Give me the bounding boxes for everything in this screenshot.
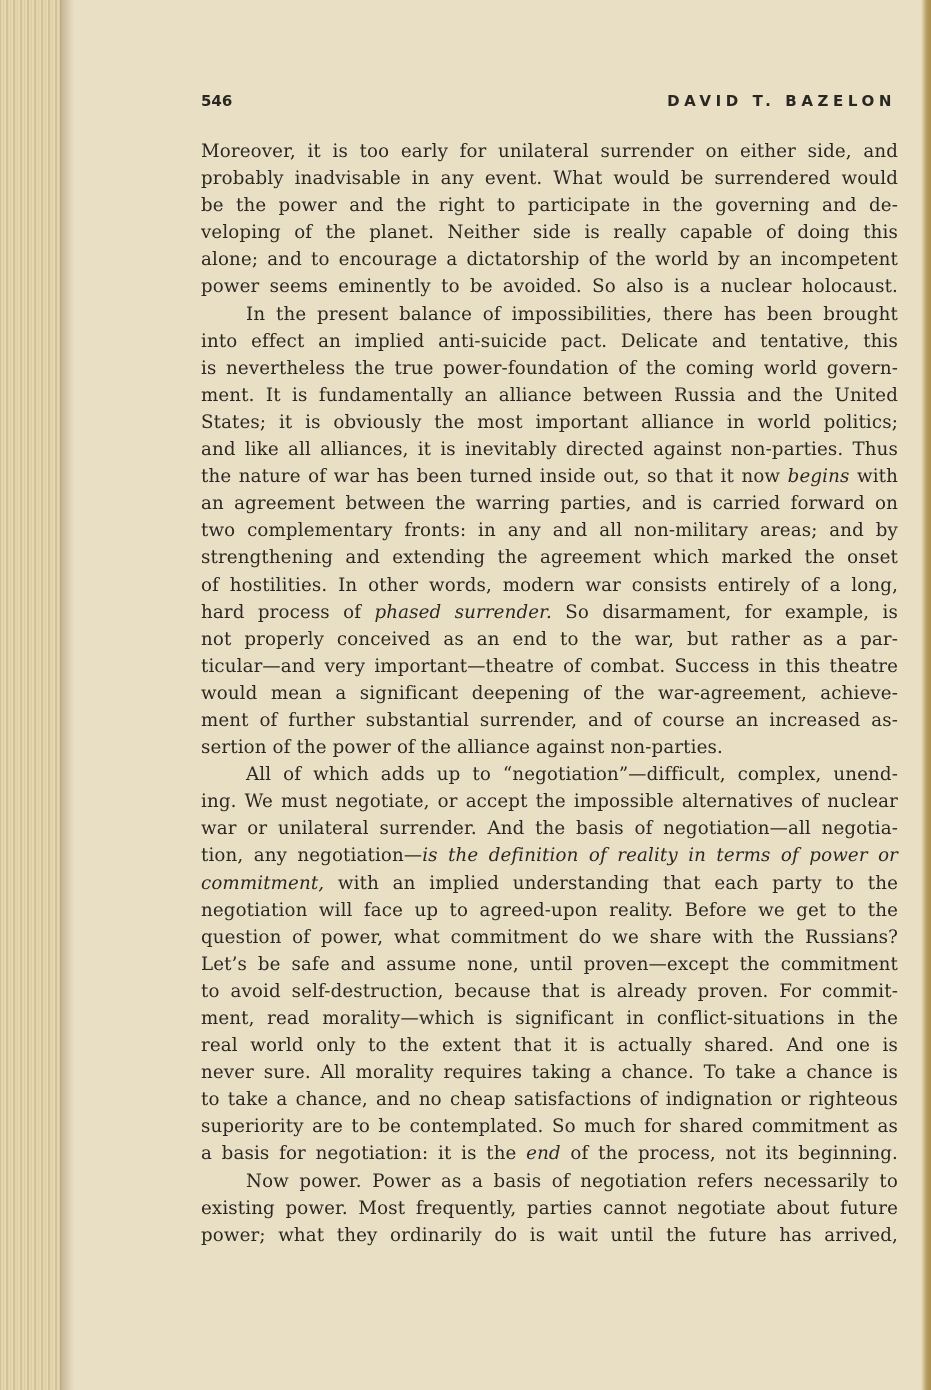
text-run: ticular—and very important—theatre of combat. Success in this theatre bbox=[201, 655, 898, 677]
text-line bbox=[201, 815, 898, 842]
text-run: not properly conceived as an end to the war, but rather as a par- bbox=[201, 628, 898, 650]
text-line bbox=[201, 951, 898, 978]
text-run: So disarmament, for example, is bbox=[551, 601, 898, 623]
text-line bbox=[201, 734, 898, 761]
text-line bbox=[201, 626, 898, 653]
text-run: to avoid self-destruction, because that is already proven. For commit- bbox=[201, 980, 898, 1002]
text-run: never sure. All morality requires taking a chance. To take a chance is bbox=[201, 1062, 898, 1084]
text-line bbox=[201, 328, 898, 355]
text-run: sertion of the power of the alliance against non-parties. bbox=[201, 737, 723, 759]
text-run: two complementary fronts: in any and all non-military areas; and by bbox=[201, 520, 898, 542]
text-line bbox=[201, 1222, 898, 1249]
text-line bbox=[201, 1032, 898, 1059]
text-line bbox=[201, 246, 898, 273]
italic-text: begins bbox=[787, 466, 850, 488]
text-run: superiority are to be contemplated. So much for shared commitment as bbox=[201, 1116, 898, 1138]
text-line bbox=[201, 1168, 898, 1195]
text-run: the nature of war has been turned inside out, so that it now bbox=[201, 466, 788, 488]
text-run: with bbox=[849, 466, 898, 488]
text-run: of the process, not its beginning. bbox=[560, 1143, 898, 1165]
text-run: an agreement between the warring parties, and is carried forward on bbox=[201, 493, 898, 515]
text-run: into effect an implied anti-suicide pact. Delicate and tentative, this bbox=[201, 330, 898, 352]
italic-text: commitment, bbox=[201, 872, 325, 894]
text-run: and like all alliances, it is inevitably directed against non-parties. Thus bbox=[201, 439, 898, 461]
text-run: strengthening and extending the agreement which marked the onset bbox=[201, 547, 898, 569]
text-run: ment. It is fundamentally an alliance between Russia and the United bbox=[201, 384, 898, 406]
text-run: question of power, what commitment do we share with the Russians? bbox=[201, 926, 898, 948]
text-line bbox=[201, 355, 898, 382]
text-run: power; what they ordinarily do is wait until the future has arrived, bbox=[201, 1224, 898, 1246]
text-line bbox=[201, 842, 898, 869]
text-run: is nevertheless the true power-foundation of the coming world govern- bbox=[201, 357, 898, 379]
text-line bbox=[201, 138, 898, 165]
text-line bbox=[201, 1005, 898, 1032]
text-line bbox=[201, 599, 898, 626]
text-run: probably inadvisable in any event. What would be surrendered would bbox=[201, 168, 898, 190]
text-run: real world only to the extent that it is actually shared. And one is bbox=[201, 1035, 898, 1057]
text-run: ment of further substantial surrender, and of course an increased as- bbox=[201, 709, 898, 731]
text-line bbox=[201, 544, 898, 571]
text-run: All of which adds up to “negotiation”—difficult, complex, unend- bbox=[246, 764, 898, 786]
text-run: hard process of bbox=[201, 601, 375, 623]
text-line bbox=[201, 680, 898, 707]
text-line bbox=[201, 165, 898, 192]
italic-text: end bbox=[526, 1143, 561, 1165]
text-run: negotiation will face up to agreed-upon reality. Before we get to the bbox=[201, 899, 898, 921]
text-line bbox=[201, 1140, 898, 1167]
text-line bbox=[201, 219, 898, 246]
text-run: with an implied understanding that each party to the bbox=[324, 872, 898, 894]
text-line bbox=[201, 301, 898, 328]
body-text bbox=[201, 138, 898, 1249]
text-line bbox=[201, 436, 898, 463]
text-run: In the present balance of impossibilities, there has been brought bbox=[246, 303, 898, 325]
text-run: power seems eminently to be avoided. So also is a nuclear holocaust. bbox=[201, 276, 898, 298]
text-line bbox=[201, 1195, 898, 1222]
running-head-author: DAVID T. BAZELON bbox=[667, 92, 896, 110]
text-line bbox=[201, 653, 898, 680]
text-line bbox=[201, 1059, 898, 1086]
text-line bbox=[201, 707, 898, 734]
text-run: war or unilateral surrender. And the basis of negotiation—all negotia- bbox=[201, 818, 898, 840]
text-line bbox=[201, 490, 898, 517]
text-line bbox=[201, 897, 898, 924]
text-run: ment, read morality—which is significant in conflict-situations in the bbox=[201, 1008, 898, 1029]
book-page-edges bbox=[0, 0, 62, 1390]
italic-text: is the definition of reality in terms of power or bbox=[422, 845, 899, 867]
text-run: ing. We must negotiate, or accept the impossible alternatives of nuclear bbox=[201, 791, 898, 813]
text-run: of hostilities. In other words, modern war consists entirely of a long, bbox=[201, 574, 898, 596]
text-run: to take a chance, and no cheap satisfactions of indignation or righteous bbox=[201, 1089, 898, 1111]
page-header bbox=[201, 92, 896, 116]
text-line bbox=[201, 924, 898, 951]
text-line bbox=[201, 1086, 898, 1113]
text-line bbox=[201, 409, 898, 436]
text-run: veloping of the planet. Neither side is really capable of doing this bbox=[201, 222, 898, 244]
text-run: States; it is obviously the most important alliance in world politics; bbox=[201, 411, 898, 433]
gutter-shadow bbox=[60, 0, 74, 1390]
text-run: tion, any negotiation— bbox=[201, 845, 423, 867]
text-line bbox=[201, 572, 898, 599]
text-line bbox=[201, 761, 898, 788]
text-line bbox=[201, 463, 898, 490]
text-run: Let’s be safe and assume none, until proven—except the commitment bbox=[201, 953, 898, 975]
text-run: be the power and the right to participate in the governing and de- bbox=[201, 195, 898, 217]
text-line bbox=[201, 382, 898, 409]
text-line bbox=[201, 192, 898, 219]
text-line bbox=[201, 273, 898, 300]
text-run: alone; and to encourage a dictatorship of the world by an incompetent bbox=[201, 249, 898, 271]
text-run: Moreover, it is too early for unilateral surrender on either side, and bbox=[201, 141, 898, 162]
italic-text: phased surrender. bbox=[374, 601, 552, 623]
text-line bbox=[201, 788, 898, 815]
text-run: would mean a significant deepening of the war-agreement, achieve- bbox=[201, 682, 898, 704]
text-run: existing power. Most frequently, parties cannot negotiate about future bbox=[201, 1197, 898, 1219]
text-line bbox=[201, 517, 898, 544]
page-number: 546 bbox=[201, 92, 233, 110]
text-line bbox=[201, 978, 898, 1005]
text-run: Now power. Power as a basis of negotiation refers necessarily to bbox=[246, 1170, 898, 1192]
text-line bbox=[201, 1113, 898, 1140]
right-page-edge bbox=[921, 0, 931, 1390]
text-line bbox=[201, 870, 898, 897]
text-run: a basis for negotiation: it is the bbox=[201, 1143, 527, 1165]
